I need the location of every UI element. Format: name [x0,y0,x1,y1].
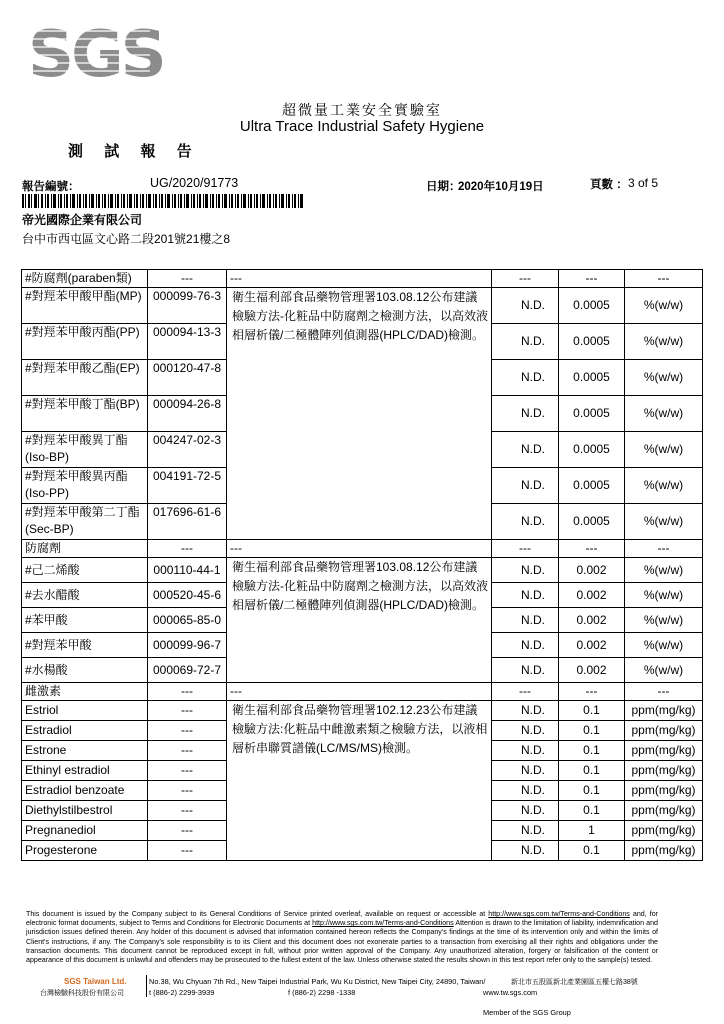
analyte-name: 防腐劑 [22,540,148,558]
unit-cell: ppm(mg/kg) [625,821,703,841]
cas-number: --- [148,741,227,761]
analyte-name: 雌激素 [22,683,148,701]
results-table [21,269,703,861]
cas-number: 000065-85-0 [148,608,227,633]
result-cell: N.D. [492,583,559,608]
result-cell: N.D. [492,821,559,841]
unit-cell: ppm(mg/kg) [625,781,703,801]
result-cell: N.D. [492,841,559,861]
table-row [22,270,703,288]
mdl-cell: 0.1 [559,721,625,741]
footer-member: Member of the SGS Group [483,1008,571,1017]
analyte-name: Progesterone [22,841,148,861]
analyte-name: #對羥苯甲酸丙酯(PP) [22,324,148,360]
analyte-name: #防腐劑(paraben類) [22,270,148,288]
cas-number: --- [148,270,227,288]
mdl-cell: 0.002 [559,633,625,658]
result-cell: N.D. [492,633,559,658]
client-company-name: 帝光國際企業有限公司 [22,213,143,227]
unit-cell: %(w/w) [625,633,703,658]
footer-divider [146,975,147,997]
cas-number: 004247-02-3 [148,432,227,468]
analyte-name: Estradiol benzoate [22,781,148,801]
result-cell: N.D. [492,504,559,540]
unit-cell: %(w/w) [625,658,703,683]
unit-cell: %(w/w) [625,468,703,504]
footer-tel: t (886-2) 2299-3939 [149,988,215,997]
mdl-cell: 0.002 [559,658,625,683]
footer-address-en: No.38, Wu Chyuan 7th Rd., New Taipei Industrial Park, Wu Ku District, New Taipei City, 24890, Taiwan/ [149,977,486,986]
analyte-name: #對羥苯甲酸異丙酯(Iso-PP) [22,468,148,504]
unit-cell: ppm(mg/kg) [625,741,703,761]
unit-cell: ppm(mg/kg) [625,801,703,821]
terms-link-2[interactable]: http://www.sgs.com.tw/Terms-and-Conditions [312,919,454,928]
mdl-cell: 0.1 [559,781,625,801]
result-cell: N.D. [492,288,559,324]
mdl-cell: 0.002 [559,583,625,608]
report-title: 測 試 報 告 [68,142,200,160]
barcode-image [22,194,304,208]
mdl-cell: 0.0005 [559,432,625,468]
result-cell: N.D. [492,324,559,360]
client-address: 台中市西屯區文心路二段201號21樓之8 [22,232,231,246]
footer-web[interactable]: www.tw.sgs.com [483,988,538,997]
terms-link-1[interactable]: http://www.sgs.com.tw/Terms-and-Conditions [488,910,630,918]
unit-cell: %(w/w) [625,432,703,468]
cas-number: 004191-72-5 [148,468,227,504]
date-label: 日期： [426,181,461,193]
mdl-cell: 0.0005 [559,288,625,324]
result-cell: N.D. [492,801,559,821]
result-cell: N.D. [492,558,559,583]
page-value: 3 of 5 [628,176,659,190]
method-cell: --- [227,270,492,288]
footer-company-en: SGS Taiwan Ltd. [64,977,127,986]
disclaimer-text-2: and, for electronic format documents, subject to Terms and Conditions for Electronic Documents at [26,910,658,928]
report-number-value: UG/2020/91773 [150,176,239,190]
result-cell: N.D. [492,468,559,504]
analyte-name: Estradiol [22,721,148,741]
table-row [22,540,703,558]
table-row [22,701,703,721]
result-cell: N.D. [492,701,559,721]
analyte-name: Estrone [22,741,148,761]
result-cell: N.D. [492,432,559,468]
result-cell: N.D. [492,360,559,396]
sgs-logo-text: SGS [28,18,164,92]
page-label: 頁數 ： [590,179,628,191]
cas-number: --- [148,821,227,841]
mdl-cell: 0.1 [559,841,625,861]
mdl-cell: 0.1 [559,761,625,781]
method-cell: --- [227,540,492,558]
result-cell: N.D. [492,781,559,801]
unit-cell: --- [625,540,703,558]
disclaimer-text-3: Attention is drawn to the limitation of liability, indemnification and jurisdiction issues defined therein. Any holder of this document is advised that information contained hereon reflects the Company's findings at the time of its intervention only and within the limits of Client's instructions, if any. The Company's sole responsibility is to its Client and this document does not exonerate parties to a transaction from exercising all their rights and obligations under the transaction documents. This document cannot be reproduced except in full, without prior written approval of the Company. Any unauthorized alteration, forgery or falsification of the content or appearance of this document is unlawful and offenders may be prosecuted to the fullest extent of the law. Unless otherwise stated the results shown in this test report refer only to the sample(s) tested. [26,919,658,965]
footer-company-zh: 台灣檢驗科技股份有限公司 [40,990,124,997]
unit-cell: %(w/w) [625,396,703,432]
mdl-cell: 0.0005 [559,360,625,396]
cas-number: 000094-26-8 [148,396,227,432]
analyte-name: #對羥苯甲酸甲酯(MP) [22,288,148,324]
cas-number: --- [148,683,227,701]
method-cell: 衛生福利部食品藥物管理署102.12.23公布建議檢驗方法:化粧品中雌激素類之檢驗方法，以液相層析串聯質譜儀(LC/MS/MS)檢測。 [227,701,492,861]
unit-cell: %(w/w) [625,288,703,324]
cas-number: --- [148,841,227,861]
table-row [22,683,703,701]
mdl-cell: 0.1 [559,701,625,721]
mdl-cell: 0.002 [559,558,625,583]
mdl-cell: 0.0005 [559,468,625,504]
cas-number: --- [148,801,227,821]
unit-cell: %(w/w) [625,608,703,633]
report-number-label: 報告編號： [22,181,80,193]
cas-number: --- [148,781,227,801]
result-cell: --- [492,540,559,558]
cas-number: 000099-96-7 [148,633,227,658]
mdl-cell: 0.0005 [559,396,625,432]
footer-address-zh: 新北市五股區新北產業園區五權七路38號 [511,979,638,986]
cas-number: 017696-61-6 [148,504,227,540]
cas-number: --- [148,721,227,741]
analyte-name: #去水醋酸 [22,583,148,608]
analyte-name: #己二烯酸 [22,558,148,583]
mdl-cell: 0.1 [559,801,625,821]
analyte-name: #水楊酸 [22,658,148,683]
analyte-name: Diethylstilbestrol [22,801,148,821]
analyte-name: Ethinyl estradiol [22,761,148,781]
result-cell: N.D. [492,396,559,432]
result-cell: --- [492,270,559,288]
analyte-name: #苯甲酸 [22,608,148,633]
unit-cell: ppm(mg/kg) [625,701,703,721]
method-cell: 衛生福利部食品藥物管理署103.08.12公布建議檢驗方法-化粧品中防腐劑之檢測方法，以高效液相層析儀/二極體陣列偵測器(HPLC/DAD)檢測。 [227,558,492,683]
cas-number: 000120-47-8 [148,360,227,396]
cas-number: 000069-72-7 [148,658,227,683]
analyte-name: #對羥苯甲酸丁酯(BP) [22,396,148,432]
analyte-name: #對羥苯甲酸 [22,633,148,658]
result-cell: N.D. [492,608,559,633]
unit-cell: --- [625,270,703,288]
mdl-cell: 0.002 [559,608,625,633]
unit-cell: %(w/w) [625,324,703,360]
cas-number: --- [148,540,227,558]
logo-stripe-overlay [0,0,724,100]
unit-cell: %(w/w) [625,583,703,608]
result-cell: N.D. [492,741,559,761]
result-cell: N.D. [492,658,559,683]
cas-number: 000099-76-3 [148,288,227,324]
footer-disclaimer [26,910,658,965]
method-cell: --- [227,683,492,701]
result-cell: N.D. [492,761,559,781]
result-cell: N.D. [492,721,559,741]
mdl-cell: --- [559,683,625,701]
unit-cell: %(w/w) [625,558,703,583]
analyte-name: Estriol [22,701,148,721]
result-cell: --- [492,683,559,701]
table-row [22,558,703,583]
cas-number: 000094-13-3 [148,324,227,360]
unit-cell: %(w/w) [625,360,703,396]
analyte-name: #對羥苯甲酸第二丁酯(Sec-BP) [22,504,148,540]
mdl-cell: 0.1 [559,741,625,761]
cas-number: 000520-45-6 [148,583,227,608]
lab-name-en: Ultra Trace Industrial Safety Hygiene [239,118,485,135]
unit-cell: ppm(mg/kg) [625,841,703,861]
analyte-name: #對羥苯甲酸乙酯(EP) [22,360,148,396]
mdl-cell: 1 [559,821,625,841]
table-row [22,288,703,324]
analyte-name: #對羥苯甲酸異丁酯(Iso-BP) [22,432,148,468]
lab-name-zh: 超微量工業安全實驗室 [282,103,442,119]
unit-cell: --- [625,683,703,701]
cas-number: --- [148,761,227,781]
analyte-name: Pregnanediol [22,821,148,841]
unit-cell: ppm(mg/kg) [625,761,703,781]
cas-number: 000110-44-1 [148,558,227,583]
mdl-cell: --- [559,270,625,288]
footer-fax: f (886-2) 2298 -1338 [288,988,356,997]
mdl-cell: 0.0005 [559,324,625,360]
method-cell: 衛生福利部食品藥物管理署103.08.12公布建議檢驗方法-化粧品中防腐劑之檢測方法，以高效液相層析儀/二極體陣列偵測器(HPLC/DAD)檢測。 [227,288,492,540]
unit-cell: %(w/w) [625,504,703,540]
unit-cell: ppm(mg/kg) [625,721,703,741]
mdl-cell: 0.0005 [559,504,625,540]
cas-number: --- [148,701,227,721]
disclaimer-text-1: This document is issued by the Company subject to its General Conditions of Service printed overleaf, available on request or accessible at [26,910,486,918]
date-value: 2020年10月19日 [458,181,544,193]
mdl-cell: --- [559,540,625,558]
